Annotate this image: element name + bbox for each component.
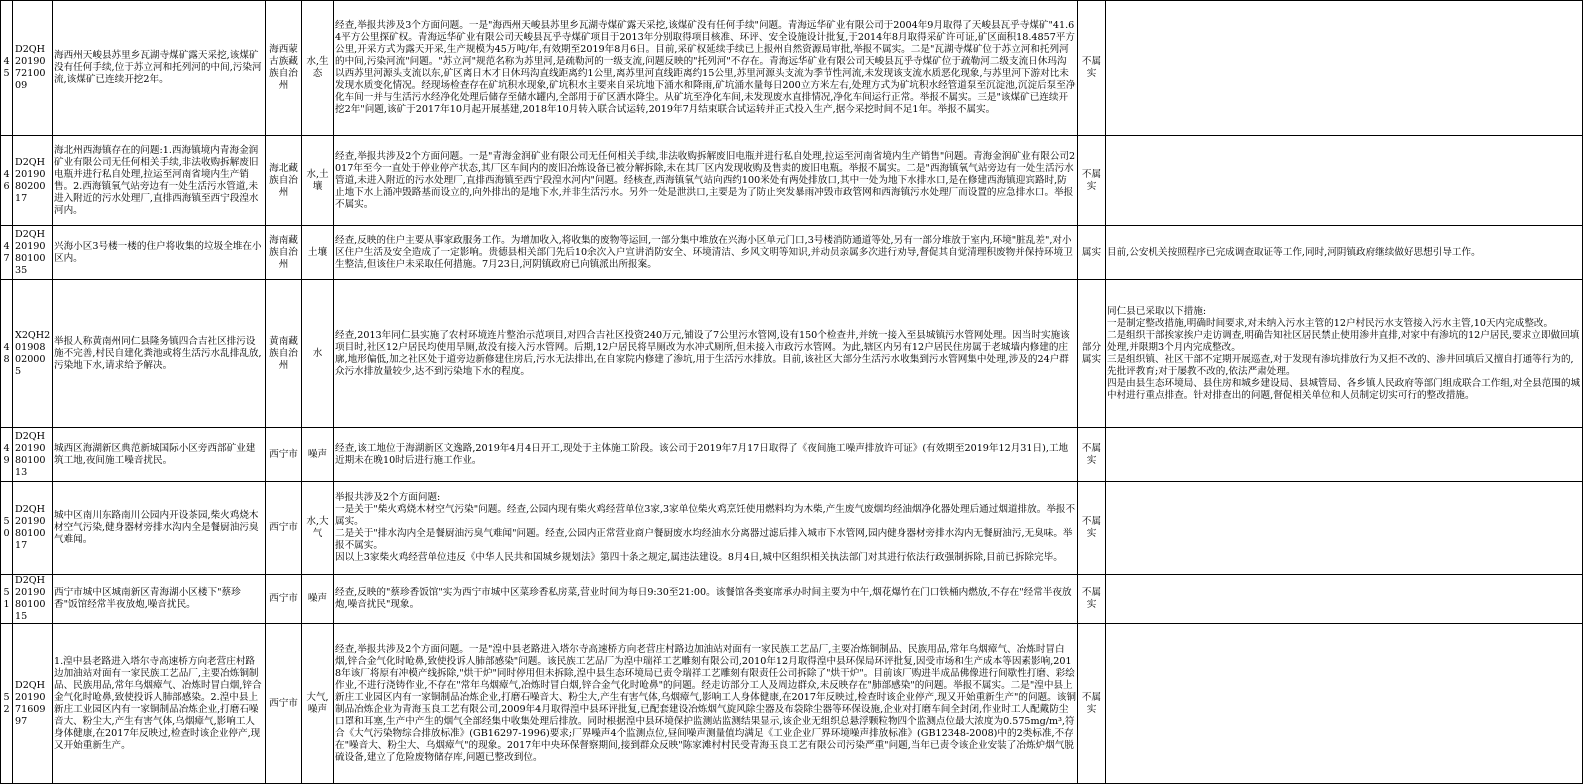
case-code: D2QH201908020017 xyxy=(13,136,53,226)
row-number: 50 xyxy=(1,482,13,575)
table-row xyxy=(1,136,1583,226)
text-line: 三是组织镇、社区干部不定期开展巡查,对于发现有渗坑排放行为又拒不改的、渗井回填后又擅自打通等行为的,先批评教育;对于屡教不改的,依法严肃处理。 xyxy=(1107,353,1574,377)
pollution-type: 水,生态 xyxy=(302,1,334,136)
region: 海北藏族自治州 xyxy=(266,136,302,226)
case-code: X2QH201908020005 xyxy=(13,280,53,428)
text-line: 一是制定整改措施,明确时间要求,对未纳入污水主管的12户村民污水支管接入污水主管,10天内完成整改。 xyxy=(1107,317,1554,329)
finding-text: 经查,举报共涉及2个方面问题。一是"湟中县老路进入塔尔寺高速桥方向老营庄村路边加油站对面有一家民族工艺品厂,主要冶炼铜制品、民族用品,常年乌烟瘴气、冶炼时冒白烟,锌合金气化时呛鼻,致使投诉人肺部感染"问题。该民族工艺品厂为湟中瑞祥工艺雕刻有限公司,2010年12月取得湟中县环保局环评批复,因受市场和生产成本等因素影响,2018年该厂将原有冲模产线拆除,"烘干炉"同时停用但未拆除,湟中县生态环境局已责令瑞祥工艺雕刻有限责任公司拆除了"烘干炉"。目前该厂购进半成品佛像进行间歇性打磨、彩绘作业,不进行浇铸作业,不存在"常年乌烟瘴气,冶炼时冒白烟,锌合金气化时呛鼻"的问题。经走访部分工人及周边群众,未反映存在"肺部感染"的问题。举报不属实。二是"湟中县上新庄工业园区内有一家铜制品冶炼企业,打磨石噪音大、粉尘大,产生有害气体,乌烟瘴气,影响工人身体健康,在2017年反映过,检查时该企业停产,现又开始重新生产"的问题。该铜制品冶炼企业为青海玉良工艺有限公司,2009年4月取得湟中县环评批复,已配套建设冶炼烟气旋风除尘器及布袋除尘器等环保设施,企业对打磨车间全封闭,作业时工人配戴防尘口罩和耳塞,生产中产生的烟气全部经集中收集处理后排放。同时根据湟中县环境保护监测站监测结果显示,该企业无组织总悬浮颗粒物四个监测点位最大浓度为0.575mg/m³,符合《大气污染物综合排放标准》(GB16297-1996)要求;厂界噪声4个监测点位,昼间噪声测量值均满足《工业企业厂界环境噪声排放标准》(GB12348-2008)中的2类标准,不存在"噪音大、粉尘大、乌烟瘴气"的现象。2017年中央环保督察期间,接到群众反映"陈家滩村村民受青海玉良工艺有限公司污染严重"问题,当年已责令该企业安装了冶炼炉烟气脱硫设备,建立了危险废物储存库,问题已整改到位。 xyxy=(334,624,1078,784)
outcome-text xyxy=(1106,482,1583,575)
region: 海南藏族自治州 xyxy=(266,226,302,280)
finding-text: 经查,2013年同仁县实施了农村环境连片整治示范项目,对四合吉社区投资240万元,铺设了7公里污水管网,设有150个检查井,并统一接入至县城镇污水管网处理。因当时实施该项目时,社区12户居民均使用旱厕,故没有接入污水管网。后期,12户居民将旱厕改为水冲式厕所,但未接入市政污水管网。为此,辖区内另有12户居民住房属于老城墙内修建的庄廓,地形偏低,加之社区处于道旁边新修建住房后,污水无法排出,在自家院内修建了渗坑,用于生活污水排放。目前,该社区大部分生活污水收集到污水管网集中处理,涉及的24户群众污水排放量较少,达不到污染地下水的程度。 xyxy=(334,280,1078,428)
region: 西宁市 xyxy=(266,624,302,784)
region: 海西蒙古族藏族自治州 xyxy=(266,1,302,136)
outcome-text xyxy=(1106,280,1583,428)
case-code: D2QH201908010015 xyxy=(13,575,53,624)
outcome-text xyxy=(1106,575,1583,624)
complaint-text: 兴海小区3号楼一楼的住户将收集的垃圾全堆在小区内。 xyxy=(53,226,266,280)
verdict: 属实 xyxy=(1078,226,1106,280)
finding-text xyxy=(334,482,1078,575)
pollution-type: 水 xyxy=(302,280,334,428)
complaint-text: 西宁市城中区城南新区青海湖小区楼下"蔡珍香"饭馆经常半夜放炮,噪音扰民。 xyxy=(53,575,266,624)
verdict: 不属实 xyxy=(1078,482,1106,575)
outcome-text xyxy=(1106,428,1583,482)
case-code: D2QH201908010017 xyxy=(13,482,53,575)
case-code: D2QH201908010013 xyxy=(13,428,53,482)
row-number: 52 xyxy=(1,624,13,784)
pollution-type: 水,土壤 xyxy=(302,136,334,226)
pollution-type: 噪声 xyxy=(302,575,334,624)
verdict: 不属实 xyxy=(1078,575,1106,624)
region: 西宁市 xyxy=(266,482,302,575)
verdict: 部分属实 xyxy=(1078,280,1106,428)
complaint-text: 举报人称黄南州同仁县隆务镇四合吉社区排污设施不完善,村民自建化粪池或将生活污水乱排乱放,污染地下水,请求给予解决。 xyxy=(53,280,266,428)
outcome-text xyxy=(1106,136,1583,226)
row-number: 45 xyxy=(1,1,13,136)
verdict: 不属实 xyxy=(1078,624,1106,784)
text-line: 二是组织干部挨家挨户走访调查,明确告知社区居民禁止使用渗井直排,对家中有渗坑的12户居民,要求立即做回填处理,并限期3个月内完成整改。 xyxy=(1107,329,1580,353)
text-line: 因以上3家柴火鸡经营单位违反《中华人民共和国城乡规划法》第四十条之规定,属违法建设。8月4日,城中区组织相关执法部门对其进行依法行政强制拆除,目前已拆除完毕。 xyxy=(335,552,1063,563)
text-line: 举报共涉及2个方面问题: xyxy=(335,492,441,503)
text-line: 一是关于"柴火鸡烧木材空气污染"问题。经查,公园内现有柴火鸡经营单位3家,3家单位柴火鸡烹饪使用燃料均为木柴,产生废气废烟均经油烟净化器处理后通过烟道排放。举报不属实。 xyxy=(335,504,1076,527)
complaint-text: 1.湟中县老路进入塔尔寺高速桥方向老营庄村路边加油站对面有一家民族工艺品厂,主要冶炼铜制品、民族用品,常年乌烟瘴气、冶炼时冒白烟,锌合金气化时呛鼻,致使投诉人肺部感染。2.湟中县上新庄工业园区内有一家铜制品冶炼企业,打磨石噪音大、粉尘大,产生有害气体,乌烟瘴气,影响工人身体健康,在2017年反映过,检查时该企业停产,现又开始重新生产。 xyxy=(53,624,266,784)
verdict: 不属实 xyxy=(1078,428,1106,482)
finding-text: 经查,该工地位于海湖新区文逸路,2019年4月4日开工,现处于主体施工阶段。该公司于2019年7月17日取得了《夜间施工噪声排放许可证》(有效期至2019年12月31日),工地近期未在晚10时后进行施工作业。 xyxy=(334,428,1078,482)
complaint-text: 城西区海湖新区典范新城国际小区旁西部矿业建筑工地,夜间施工噪音扰民。 xyxy=(53,428,266,482)
complaint-text: 海北州西海镇存在的问题:1.西海镇境内青海金润矿业有限公司无任何相关手续,非法收购拆解废旧电瓶并进行私自处理,拉运至河南省境内生产销售。2.西海镇氧气站旁边有一处生活污水管道,未进入附近的污水处理厂,直排西海镇至西宁段湟水河内。 xyxy=(53,136,266,226)
region: 黄南藏族自治州 xyxy=(266,280,302,428)
text-line: 二是关于"排水沟内全是餐厨油污臭气难闻"问题。经查,公园内正常营业商户餐厨废水均经油水分离器过滤后排入城市下水管网,园内健身器材旁排水沟内无餐厨油污,无臭味。举报不属实。 xyxy=(335,528,1073,551)
row-number: 47 xyxy=(1,226,13,280)
finding-text: 经查,举报共涉及2个方面问题。一是"青海金润矿业有限公司无任何相关手续,非法收购拆解废旧电瓶并进行私自处理,拉运至河南省境内生产销售"问题。青海金润矿业有限公司2017年至今一直处于停业停产状态,其厂区车间内的废旧冶炼设备已被分解拆除,未在其厂区内发现收购及售卖的废旧电瓶。举报不属实。二是"西海镇氧气站旁边有一处生活污水管道,未进入附近的污水处理厂,直排西海镇至西宁段湟水河内"问题。经核查,西海镇氧气站向西约100米处有两处排放口,其中一处为地下水排水口,是在修建西海镇迎宾路时,防止地下水上涌冲毁路基而设立的,向外排出的是地下水,并非生活污水。另外一处是泄洪口,主要是为了防止突发暴雨冲毁市政管网和西海镇污水处理厂而设置的应急排水口。举报不属实。 xyxy=(334,136,1078,226)
case-code: D2QH201908010035 xyxy=(13,226,53,280)
verdict: 不属实 xyxy=(1078,136,1106,226)
table-row xyxy=(1,575,1583,624)
text-line: 同仁县已采取以下措施: xyxy=(1107,305,1207,317)
outcome-text xyxy=(1106,624,1583,784)
table-row xyxy=(1,1,1583,136)
outcome-text: 目前,公安机关按照程序已完成调查取证等工作,同时,河阴镇政府继续做好思想引导工作。 xyxy=(1106,226,1583,280)
region: 西宁市 xyxy=(266,575,302,624)
verdict: 不属实 xyxy=(1078,1,1106,136)
case-code: D2QH201907160997 xyxy=(13,624,53,784)
table-row xyxy=(1,428,1583,482)
pollution-type: 噪声 xyxy=(302,428,334,482)
pollution-type: 水,大气 xyxy=(302,482,334,575)
case-code: D2QH201907210009 xyxy=(13,1,53,136)
pollution-type: 土壤 xyxy=(302,226,334,280)
row-number: 49 xyxy=(1,428,13,482)
text-line: 四是由县生态环境局、县住房和城乡建设局、县城管局、各乡镇人民政府等部门组成联合工作组,对全县范围的城中村进行重点排查。针对排查出的问题,督促相关单位和人员制定切实可行的整改措施。 xyxy=(1107,377,1581,401)
row-number: 48 xyxy=(1,280,13,428)
table-row xyxy=(1,624,1583,784)
table-row xyxy=(1,482,1583,575)
row-number: 46 xyxy=(1,136,13,226)
region: 西宁市 xyxy=(266,428,302,482)
complaint-text: 海西州天峻县苏里乡瓦湖寺煤矿露天采挖,该煤矿没有任何手续,位于苏立河和托列河的中间,污染河流,该煤矿已连续开挖2年。 xyxy=(53,1,266,136)
finding-text: 经查,举报共涉及3个方面问题。一是"海西州天峻县苏里乡瓦湖寺煤矿露天采挖,该煤矿没有任何手续"问题。青海远华矿业有限公司于2004年9月取得了天峻县瓦乎寺煤矿"41.64平方公里探矿权。青海远华矿业有限公司天峻县瓦乎寺煤矿项目于2013年分别取得项目核准、环评、安全设施设计批复,于2014年8月取得采矿许可证,矿区面积18.4857平方公里,开采方式为露天开采,生产规模为45万吨/年,有效期至2019年8月6日。目前,采矿权延续手续已上报州自然资源局审批,举报不属实。二是"瓦湖寺煤矿位于苏立河和托列河的中间,污染河流"问题。"苏立河"规范名称为苏里河,是疏勒河的一级支流,问题反映的"托列河"不存在。青海远华矿业有限公司天峻县瓦乎寺煤矿位于疏勒河二级支流日休玛沟以西苏里河源头支流以东,矿区离日木才日休玛沟直线距离约1公里,离苏里河直线距离约15公里,苏里河源头支流为季节性河流,未发现该支流水质恶化现象,与苏里河下游对比未发现水质变化情况。经现场检查存在矿坑积水现象,矿坑积水主要来自采坑地下涌水和降雨,矿坑涌水量每日200立方米左右,处理方式为矿坑积水经管道泵至沉淀池,沉淀后泵至净化车间一并与生活污水经净化处理后储存至储水罐内,全部用于矿区洒水降尘。从矿坑至净化车间,未发现废水直排情况,净化车间运行正常。举报不属实。三是"该煤矿已连续开挖2年"问题,该矿于2017年10月起开展基建,2018年10月转入联合试运转,2019年7月结束联合试运转并正式投入生产,据今采挖时间不足1年。举报不属实。 xyxy=(334,1,1078,136)
pollution-type: 大气,噪声 xyxy=(302,624,334,784)
table-row xyxy=(1,280,1583,428)
row-number: 51 xyxy=(1,575,13,624)
table-row xyxy=(1,226,1583,280)
outcome-text xyxy=(1106,1,1583,136)
finding-text: 经查,反映的"蔡珍香饭馆"实为西宁市城中区菜珍香私房菜,营业时间为每日9:30至21:00。该餐馆各类宴席承办时间主要为中午,烟花爆竹在门口铁桶内燃放,不存在"经常半夜放炮,噪音扰民"现象。 xyxy=(334,575,1078,624)
finding-text: 经查,反映的住户主要从事家政服务工作。为增加收入,将收集的废物等运回,一部分集中堆放在兴海小区单元门口,3号楼消防通道等处,另有一部分堆放于室内,环境"脏乱差",对小区住户生活及安全造成了一定影响。贵德县相关部门先后10余次入户宣讲消防安全、环境清洁、乡风文明等知识,并动员亲属多次进行劝导,督促其自觉清理积废物并保持环境卫生整洁,但该住户未采取任何措施。7月23日,河阴镇政府已向镇派出所报案。 xyxy=(334,226,1078,280)
complaint-text: 城中区南川东路南川公园内开设茶园,柴火鸡烧木材空气污染,健身器材旁排水沟内全是餐厨油污臭气难闻。 xyxy=(53,482,266,575)
